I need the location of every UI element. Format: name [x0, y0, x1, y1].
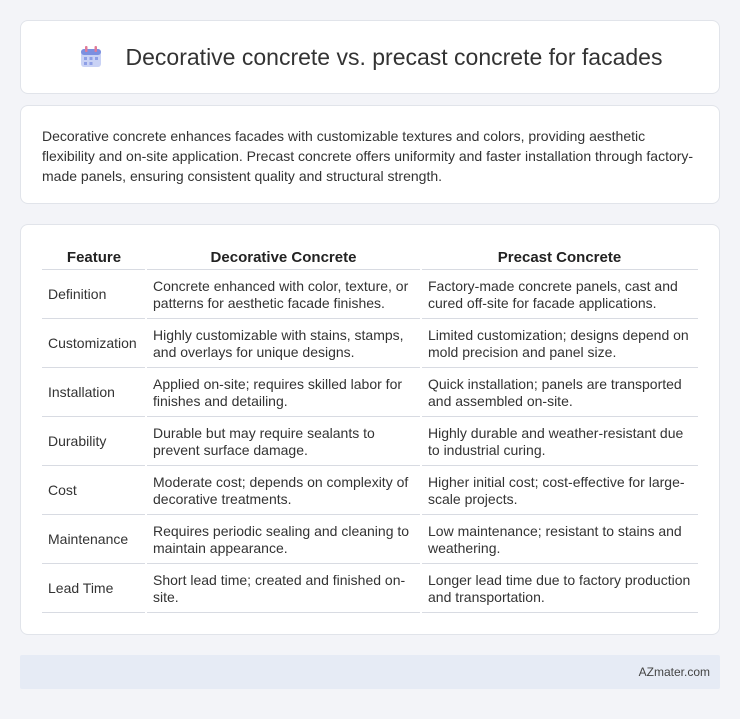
decorative-cell: Applied on-site; requires skilled labor for finishes and detailing. [146, 367, 421, 416]
feature-cell: Lead Time [42, 563, 146, 612]
decorative-cell: Moderate cost; depends on complexity of decorative treatments. [146, 465, 421, 514]
table-row [42, 514, 698, 563]
table-row [42, 416, 698, 465]
decorative-cell: Requires periodic sealing and cleaning to maintain appearance. [146, 514, 421, 563]
comparison-table-card [20, 224, 720, 635]
precast-cell: Highly durable and weather-resistant due to industrial curing. [421, 416, 698, 465]
summary-text: Decorative concrete enhances facades with customizable textures and colors, providing aesthetic flexibility and on-site application. Precast concrete offers uniformity and faster installation through factory-made panels, ensuring consistent quality and structural strength. [42, 128, 694, 184]
feature-cell: Definition [42, 269, 146, 318]
feature-cell: Customization [42, 318, 146, 367]
feature-cell: Maintenance [42, 514, 146, 563]
precast-cell: Higher initial cost; cost-effective for large-scale projects. [421, 465, 698, 514]
table-row [42, 269, 698, 318]
comparison-table [42, 245, 698, 613]
table-row [42, 563, 698, 612]
table-row [42, 367, 698, 416]
precast-cell: Quick installation; panels are transported and assembled on-site. [421, 367, 698, 416]
precast-cell: Longer lead time due to factory production and transportation. [421, 563, 698, 612]
page-title: Decorative concrete vs. precast concrete for facades [125, 43, 663, 70]
feature-cell: Cost [42, 465, 146, 514]
precast-cell: Factory-made concrete panels, cast and cured off-site for facade applications. [421, 269, 698, 318]
feature-cell: Installation [42, 367, 146, 416]
decorative-cell: Concrete enhanced with color, texture, or patterns for aesthetic facade finishes. [146, 269, 421, 318]
header-decorative: Decorative Concrete [146, 245, 421, 269]
decorative-cell: Durable but may require sealants to prevent surface damage. [146, 416, 421, 465]
calendar-icon [78, 44, 104, 70]
feature-cell: Durability [42, 416, 146, 465]
precast-cell: Limited customization; designs depend on mold precision and panel size. [421, 318, 698, 367]
footer-brand: AZmater.com [638, 665, 710, 679]
header-precast: Precast Concrete [421, 245, 698, 269]
precast-cell: Low maintenance; resistant to stains and weathering. [421, 514, 698, 563]
summary-card [20, 105, 720, 204]
table-row [42, 318, 698, 367]
table-header-row [42, 245, 698, 269]
title-card [20, 20, 720, 94]
table-row [42, 465, 698, 514]
footer-bar [20, 655, 720, 689]
decorative-cell: Highly customizable with stains, stamps, and overlays for unique designs. [146, 318, 421, 367]
header-feature: Feature [42, 245, 146, 269]
decorative-cell: Short lead time; created and finished on-site. [146, 563, 421, 612]
